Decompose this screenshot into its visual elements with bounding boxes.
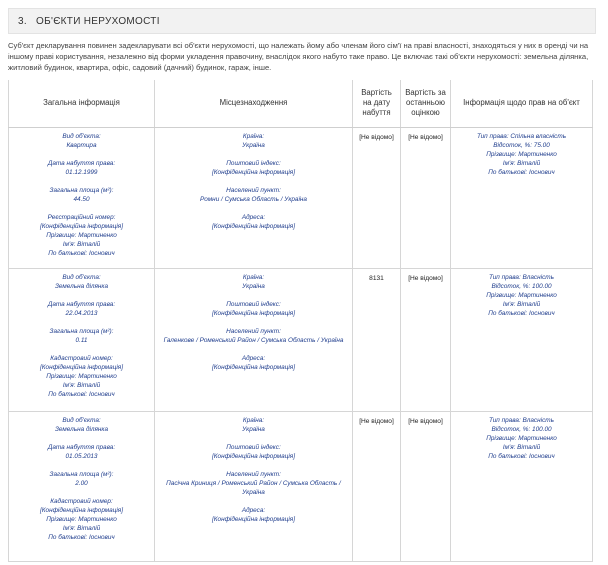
address-value: [Конфіденційна інформація]	[211, 222, 296, 230]
city-value: Ромни / Сумська Область / Україна	[200, 195, 307, 203]
object-type-value: Земельна ділянка	[55, 425, 108, 433]
rights-cell	[451, 411, 593, 561]
object-type-label: Вид об'єкта:	[62, 132, 101, 140]
name-label: Ім'я:	[502, 443, 516, 451]
owner-label: Прізвище:	[46, 372, 77, 380]
name-value: Віталій	[77, 524, 101, 532]
owner-value: Мартиненко	[78, 372, 117, 380]
right-type-value: Спільна власність	[510, 132, 567, 140]
location-cell	[155, 127, 353, 268]
share-label: Відсоток, %:	[491, 282, 531, 290]
acq-date-label: Дата набуття права:	[47, 159, 116, 167]
name-label: Ім'я:	[62, 381, 76, 389]
general-cell	[9, 268, 155, 411]
area-value: 44.50	[73, 195, 90, 203]
general-cell	[9, 411, 155, 561]
zip-value: [Конфіденційна інформація]	[211, 168, 296, 176]
location-cell	[155, 268, 353, 411]
cad-number-label: Кадастровий номер:	[50, 497, 113, 505]
address-value: [Конфіденційна інформація]	[211, 515, 296, 523]
cost-evaluation-cell: [Не відомо]	[401, 268, 451, 411]
name-value: Віталій	[77, 240, 101, 248]
address-label: Адреса:	[241, 506, 266, 514]
patronymic-label: По батькові:	[488, 309, 528, 317]
area-value: 2.00	[75, 479, 88, 487]
cad-number-label: Кадастровий номер:	[50, 354, 113, 362]
patronymic-value: Іоснович	[528, 452, 555, 460]
reg-number-value: [Конфіденційна інформація]	[39, 222, 124, 230]
owner-label: Прізвище:	[486, 434, 517, 442]
header-cost-evaluation: Вартість за останньою оцінкою	[401, 80, 451, 127]
section-intro: Суб'єкт декларування повинен задекларувати всі об'єкти нерухомості, що належать йому або членам його сім'ї на праві власності, знаходяться у них в оренді чи на іншому праві користування, незалежно від форми укладення правочину, внаслідок якого набуто таке право. Це включає такі об'єкти нерухомості: земельна ділянка, житловий будинок, квартира, офіс, садовий (дачний) будинок, гараж, інше.	[8, 41, 589, 72]
share-value: 100.00	[532, 282, 552, 290]
country-value: Україна	[242, 282, 265, 290]
owner-label: Прізвище:	[486, 150, 517, 158]
right-type-value: Власність	[522, 416, 554, 424]
cost-evaluation-cell: [Не відомо]	[401, 411, 451, 561]
name-value: Віталій	[517, 300, 541, 308]
owner-value: Мартиненко	[518, 150, 557, 158]
patronymic-value: Іоснович	[88, 533, 115, 541]
name-label: Ім'я:	[62, 524, 76, 532]
acq-date-value: 22.04.2013	[65, 309, 98, 317]
reg-number-label: Реєстраційний номер:	[47, 213, 116, 221]
object-type-label: Вид об'єкта:	[62, 416, 101, 424]
acq-date-value: 01.05.2013	[65, 452, 98, 460]
owner-label: Прізвище:	[46, 231, 77, 239]
table-row	[9, 127, 593, 268]
country-value: Україна	[242, 425, 265, 433]
patronymic-label: По батькові:	[48, 533, 88, 541]
zip-label: Поштовий індекс:	[226, 443, 281, 451]
right-type-label: Тип права:	[476, 132, 509, 140]
header-rights: Інформація щодо прав на об'єкт	[451, 80, 593, 127]
owner-value: Мартиненко	[78, 515, 117, 523]
rights-cell	[451, 127, 593, 268]
share-value: 100.00	[532, 425, 552, 433]
city-value: Пасічна Криниця / Роменський Район / Сумська Область / Україна	[166, 479, 341, 496]
country-label: Країна:	[242, 416, 265, 424]
right-type-label: Тип права:	[489, 416, 521, 424]
header-cost-acquisition: Вартість на дату набуття	[353, 80, 401, 127]
owner-label: Прізвище:	[486, 291, 517, 299]
acq-date-value: 01.12.1999	[65, 168, 98, 176]
name-value: Віталій	[517, 159, 541, 167]
right-type-label: Тип права:	[489, 273, 521, 281]
section-title: ОБ'ЄКТИ НЕРУХОМОСТІ	[36, 16, 160, 27]
name-label: Ім'я:	[502, 159, 516, 167]
area-label: Загальна площа (м²):	[49, 186, 114, 194]
general-cell	[9, 127, 155, 268]
object-type-value: Земельна ділянка	[55, 282, 108, 290]
header-general: Загальна інформація	[9, 80, 155, 127]
name-value: Віталій	[77, 381, 101, 389]
address-label: Адреса:	[241, 213, 266, 221]
share-value: 75.00	[533, 141, 550, 149]
object-type-value: Квартира	[66, 141, 97, 149]
patronymic-value: Іоснович	[88, 390, 115, 398]
name-label: Ім'я:	[62, 240, 76, 248]
owner-value: Мартиненко	[78, 231, 117, 239]
cost-evaluation-cell: [Не відомо]	[401, 127, 451, 268]
right-type-value: Власність	[522, 273, 554, 281]
city-label: Населений пункт:	[226, 186, 281, 194]
patronymic-label: По батькові:	[488, 168, 528, 176]
country-label: Країна:	[242, 273, 265, 281]
patronymic-value: Іоснович	[88, 249, 115, 257]
area-label: Загальна площа (м²):	[49, 327, 114, 335]
zip-label: Поштовий індекс:	[226, 159, 281, 167]
share-label: Відсоток, %:	[491, 425, 531, 433]
zip-value: [Конфіденційна інформація]	[211, 452, 296, 460]
country-label: Країна:	[242, 132, 265, 140]
cost-acquisition-cell: [Не відомо]	[353, 127, 401, 268]
table-row	[9, 411, 593, 561]
header-location: Місцезнаходження	[155, 80, 353, 127]
zip-value: [Конфіденційна інформація]	[211, 309, 296, 317]
location-cell	[155, 411, 353, 561]
cost-acquisition-cell: [Не відомо]	[353, 411, 401, 561]
section-number: 3.	[18, 16, 27, 27]
city-label: Населений пункт:	[226, 470, 281, 478]
acq-date-label: Дата набуття права:	[47, 443, 116, 451]
area-label: Загальна площа (м²):	[49, 470, 114, 478]
name-value: Віталій	[517, 443, 541, 451]
rights-cell	[451, 268, 593, 411]
patronymic-label: По батькові:	[48, 390, 88, 398]
address-value: [Конфіденційна інформація]	[211, 363, 296, 371]
zip-label: Поштовий індекс:	[226, 300, 281, 308]
table-row	[9, 268, 593, 411]
patronymic-label: По батькові:	[48, 249, 88, 257]
patronymic-value: Іоснович	[528, 168, 555, 176]
address-label: Адреса:	[241, 354, 266, 362]
acq-date-label: Дата набуття права:	[47, 300, 116, 308]
cad-number-value: [Конфіденційна інформація]	[39, 363, 124, 371]
share-label: Відсоток, %:	[493, 141, 532, 149]
owner-value: Мартиненко	[518, 434, 557, 442]
object-type-label: Вид об'єкта:	[62, 273, 101, 281]
owner-label: Прізвище:	[46, 515, 77, 523]
country-value: Україна	[242, 141, 265, 149]
city-value: Галенкове / Роменський Район / Сумська Область / Україна	[163, 336, 344, 344]
cad-number-value: [Конфіденційна інформація]	[39, 506, 124, 514]
patronymic-label: По батькові:	[488, 452, 528, 460]
cost-acquisition-cell: 8131	[353, 268, 401, 411]
owner-value: Мартиненко	[518, 291, 557, 299]
section-header	[8, 8, 596, 34]
name-label: Ім'я:	[502, 300, 516, 308]
real-estate-table	[8, 80, 593, 562]
city-label: Населений пункт:	[226, 327, 281, 335]
patronymic-value: Іоснович	[528, 309, 555, 317]
area-value: 0.11	[75, 336, 88, 344]
table-header-row	[9, 80, 593, 127]
